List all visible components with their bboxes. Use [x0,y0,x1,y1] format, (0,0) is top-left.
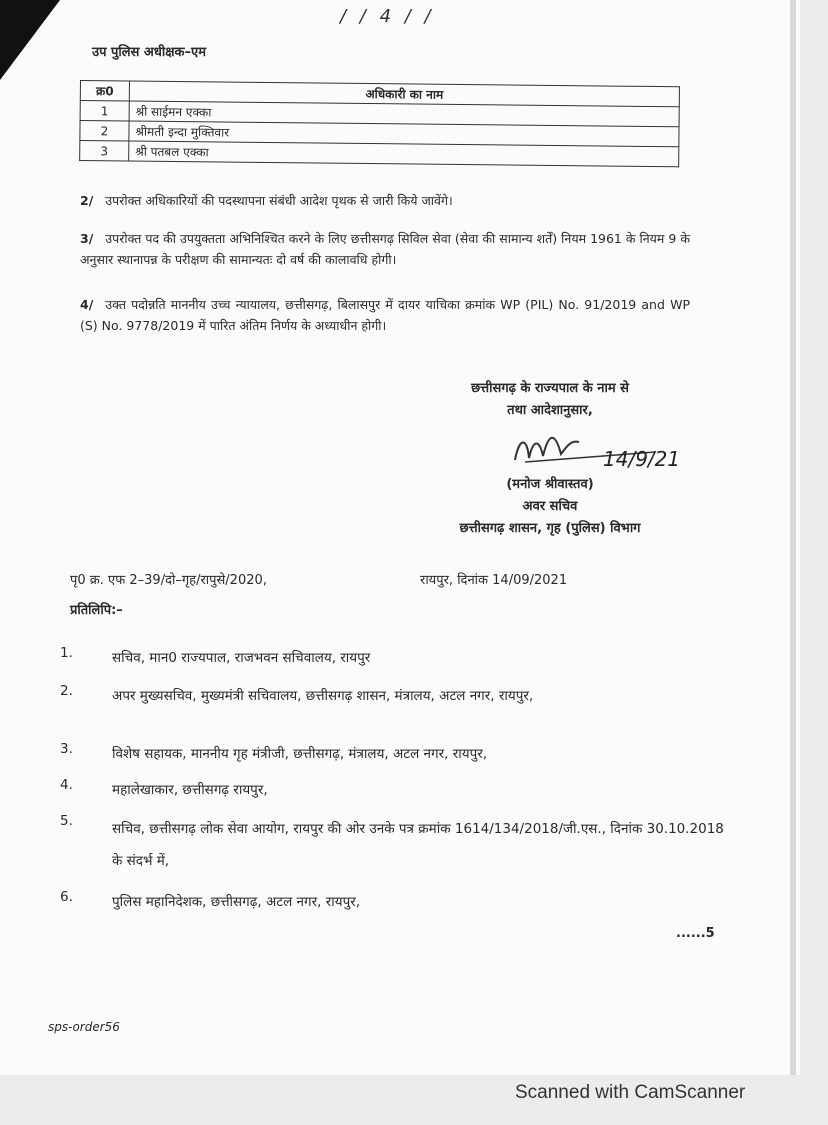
list-item-number: 4. [60,777,73,793]
officer-heading: उप पुलिस अधीक्षक–एम [92,45,206,60]
paragraph-number: 3/ [80,231,94,246]
row-serial: 3 [80,141,129,162]
page-marker: / / 4 / / [340,6,435,27]
reference-place-date: रायपुर, दिनांक 14/09/2021 [420,573,568,588]
scan-corner-shadow [0,0,60,80]
copy-to-label: प्रतिलिपि:– [70,603,123,618]
list-item-number: 1. [60,645,73,661]
next-page-indicator: ......5 [676,926,715,941]
governor-authority-line: छत्तीसगढ़ के राज्यपाल के नाम से [471,381,629,396]
paragraph-text: उपरोक्त पद की उपयुक्तता अभिनिश्चित करने के लिए छत्तीसगढ़ सिविल सेवा (सेवा की सामान्य शर्तें) नियम 1961 के नियम 9 के अनुसार स्थानापन्न के परीक्षण की सामान्यतः दो वर्ष की कालावधि होगी। [80,231,690,267]
list-item-text: पुलिस महानिदेशक, छत्तीसगढ़, अटल नगर, रायपुर, [112,894,361,910]
paragraph-text: उपरोक्त अधिकारियों की पदस्थापना संबंधी आदेश पृथक से जारी किये जावेंगे। [105,193,453,208]
reference-number: पृ0 क्र. एफ 2–39/दो–गृह/रापुसे/2020, [70,573,267,588]
list-item-text: सचिव, मान0 राज्यपाल, राजभवन सचिवालय, रायपुर [112,650,371,666]
paragraph-number: 4/ [80,297,94,312]
handwritten-signature [505,418,705,478]
list-item-number: 3. [60,741,73,757]
row-serial: 2 [80,121,129,142]
scan-edge [790,0,796,1075]
paragraph-3 [80,228,690,270]
paragraph-number: 2/ [80,193,94,208]
column-header-name: अधिकारी का नाम [129,81,679,107]
signature-date: 14/9/21 [603,447,681,471]
row-officer-name: श्री पतबल एक्का [129,141,679,167]
column-header-serial: क्र0 [80,81,129,102]
footer-code: sps-order56 [48,1020,120,1034]
scanner-watermark: Scanned with CamScanner [515,1082,746,1103]
signatory-department: छत्तीसगढ़ शासन, गृह (पुलिस) विभाग [459,521,641,536]
list-item-number: 6. [60,889,73,905]
signatory-name: (मनोज श्रीवास्तव) [506,477,594,492]
officer-table [79,80,680,167]
row-officer-name: श्रीमती इन्दा मुक्तिवार [129,121,679,147]
list-item-number: 5. [60,813,73,829]
order-line: तथा आदेशानुसार, [507,403,593,418]
list-item-text: अपर मुख्यसचिव, मुख्यमंत्री सचिवालय, छत्तीसगढ़ शासन, मंत्रालय, अटल नगर, रायपुर, [112,688,534,704]
row-officer-name: श्री साईमन एक्का [129,101,679,127]
paragraph-2 [80,190,690,211]
signatory-designation: अवर सचिव [522,499,578,514]
paragraph-4 [80,294,690,336]
list-item-text: महालेखाकार, छत्तीसगढ़ रायपुर, [112,782,268,798]
list-item-text: सचिव, छत्तीसगढ़ लोक सेवा आयोग, रायपुर की ओर उनके पत्र क्रमांक 1614/134/2018/जी.एस., दिनांक 30.10.2018 के संदर्भ में, [112,821,724,869]
paragraph-text: उक्त पदोन्नति माननीय उच्च न्यायालय, छत्तीसगढ़, बिलासपुर में दायर याचिका क्रमांक WP (PIL) No. 91/2019 and WP (S) No. 9778/2019 में पारित अंतिम निर्णय के अध्याधीन होगी। [80,297,690,333]
list-item-number: 2. [60,683,73,699]
row-serial: 1 [80,101,129,122]
list-item-text: विशेष सहायक, माननीय गृह मंत्रीजी, छत्तीसगढ़, मंत्रालय, अटल नगर, रायपुर, [112,746,488,762]
